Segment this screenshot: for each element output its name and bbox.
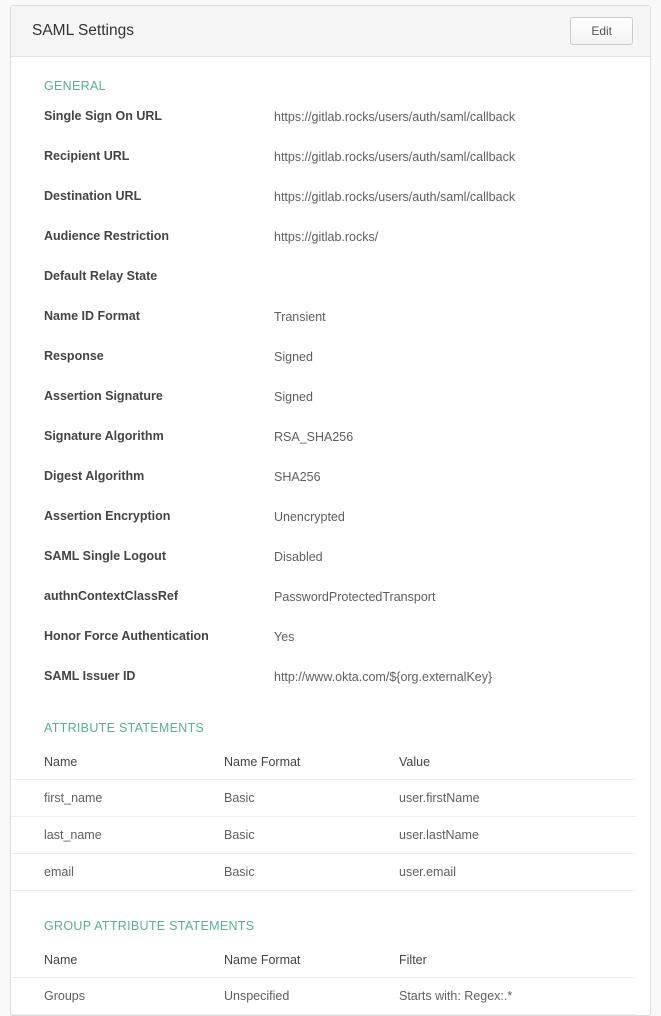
setting-label: Single Sign On URL	[44, 109, 163, 123]
setting-label: Default Relay State	[44, 269, 158, 283]
setting-label: Honor Force Authentication	[44, 629, 209, 643]
setting-label: Assertion Signature	[44, 389, 163, 403]
setting-value: Signed	[274, 390, 313, 404]
cell-value: user.lastName	[399, 817, 636, 854]
setting-row	[11, 427, 650, 467]
table-row	[11, 780, 636, 817]
setting-row	[11, 387, 650, 427]
cell-name-format: Basic	[224, 817, 399, 854]
table-row	[11, 978, 636, 1015]
cell-value: user.firstName	[399, 780, 636, 817]
cell-name: Groups	[11, 978, 224, 1015]
section-title-attribute-statements: ATTRIBUTE STATEMENTS	[44, 721, 205, 735]
setting-row	[11, 147, 650, 187]
panel-header	[11, 6, 650, 57]
setting-row	[11, 107, 650, 147]
cell-name-format: Basic	[224, 780, 399, 817]
setting-label: Recipient URL	[44, 149, 130, 163]
cell-name-format: Basic	[224, 854, 399, 891]
attribute-statements-table	[11, 745, 636, 891]
setting-label: Digest Algorithm	[44, 469, 145, 483]
setting-value: Yes	[274, 630, 295, 644]
setting-value: Unencrypted	[274, 510, 345, 524]
table-row	[11, 854, 636, 891]
group-attribute-statements-table	[11, 943, 636, 1015]
setting-value: https://gitlab.rocks/users/auth/saml/callback	[274, 190, 516, 204]
panel-body	[11, 57, 650, 1015]
setting-row	[11, 507, 650, 547]
setting-row	[11, 307, 650, 347]
table-header-row	[11, 943, 636, 978]
setting-row	[11, 627, 650, 667]
setting-value: https://gitlab.rocks/	[274, 230, 379, 244]
cell-name: email	[11, 854, 224, 891]
attribute-statements-table-wrap	[11, 745, 650, 891]
table-header-row	[11, 745, 636, 780]
setting-row	[11, 347, 650, 387]
setting-value: https://gitlab.rocks/users/auth/saml/callback	[274, 110, 516, 124]
setting-value: Signed	[274, 350, 313, 364]
setting-row	[11, 267, 650, 307]
setting-label: Response	[44, 349, 104, 363]
cell-name: first_name	[11, 780, 224, 817]
setting-label: authnContextClassRef	[44, 589, 179, 603]
setting-label: Name ID Format	[44, 309, 140, 323]
setting-label: SAML Single Logout	[44, 549, 166, 563]
saml-settings-panel	[10, 5, 651, 1016]
section-title-group-attribute-statements: GROUP ATTRIBUTE STATEMENTS	[44, 919, 255, 933]
setting-value: PasswordProtectedTransport	[274, 590, 436, 604]
setting-value: https://gitlab.rocks/users/auth/saml/callback	[274, 150, 516, 164]
setting-label: SAML Issuer ID	[44, 669, 136, 683]
general-settings-list	[11, 107, 650, 707]
section-title-general: GENERAL	[44, 79, 106, 93]
column-header-filter: Filter	[399, 943, 636, 978]
setting-row	[11, 227, 650, 267]
page-title: SAML Settings	[32, 22, 134, 39]
column-header-name: Name	[11, 943, 224, 978]
cell-filter: Starts with: Regex:.*	[399, 978, 636, 1015]
setting-row	[11, 667, 650, 707]
setting-value: Transient	[274, 310, 326, 324]
setting-row	[11, 187, 650, 227]
setting-row	[11, 547, 650, 587]
setting-value: http://www.okta.com/${org.externalKey}	[274, 670, 493, 684]
column-header-name-format: Name Format	[224, 745, 399, 780]
setting-label: Assertion Encryption	[44, 509, 171, 523]
setting-value: SHA256	[274, 470, 321, 484]
table-row	[11, 817, 636, 854]
setting-label: Destination URL	[44, 189, 142, 203]
cell-name: last_name	[11, 817, 224, 854]
column-header-name: Name	[11, 745, 224, 780]
column-header-value: Value	[399, 745, 636, 780]
setting-label: Audience Restriction	[44, 229, 170, 243]
cell-value: user.email	[399, 854, 636, 891]
setting-label: Signature Algorithm	[44, 429, 164, 443]
setting-row	[11, 467, 650, 507]
setting-value: Disabled	[274, 550, 323, 564]
group-attribute-statements-table-wrap	[11, 943, 650, 1015]
edit-button[interactable]: Edit	[570, 17, 633, 45]
setting-row	[11, 587, 650, 627]
column-header-name-format: Name Format	[224, 943, 399, 978]
cell-name-format: Unspecified	[224, 978, 399, 1015]
setting-value: RSA_SHA256	[274, 430, 354, 444]
